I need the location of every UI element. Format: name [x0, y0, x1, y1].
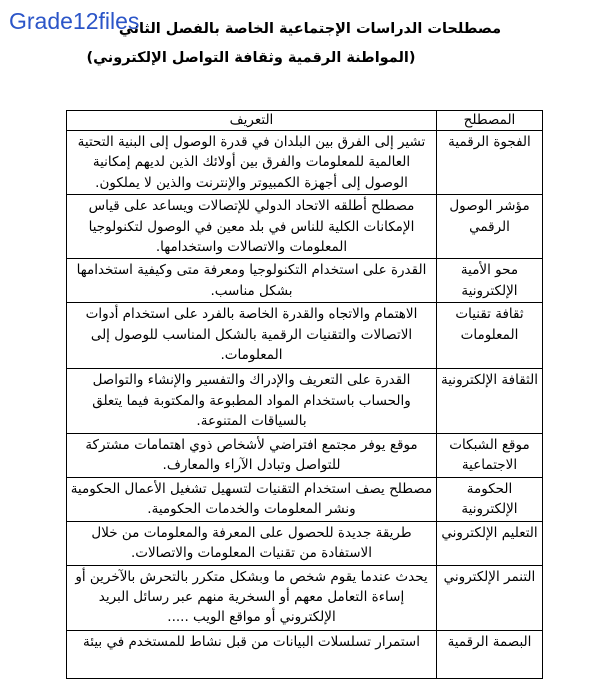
definition-cell: مصطلح أطلقه الاتحاد الدولي للإتصالات ويساعد على قياس الإمكانات الكلية للناس في بلد معين في الوصول لتكنولوجيا المعلومات والاتصالات واستخدامها. [67, 195, 437, 259]
term-cell: التنمر الإلكتروني [437, 565, 543, 630]
table-row [67, 259, 543, 303]
definition-cell: استمرار تسلسلات البيانات من قبل نشاط للمستخدم في بيئة [67, 630, 437, 678]
terms-definitions-table [66, 110, 543, 679]
table-row [67, 521, 543, 565]
definition-cell: مصطلح يصف استخدام التقنيات لتسهيل تشغيل الأعمال الحكومية ونشر المعلومات والخدمات الحكومية. [67, 477, 437, 521]
table-body [67, 131, 543, 679]
term-cell: البصمة الرقمية [437, 630, 543, 678]
term-cell: الحكومة الإلكترونية [437, 477, 543, 521]
term-cell: الثقافة الإلكترونية [437, 369, 543, 433]
table-row [67, 369, 543, 433]
term-column-header: المصطلح [437, 111, 543, 131]
term-cell: مؤشر الوصول الرقمي [437, 195, 543, 259]
term-cell: ثقافة تقنيات المعلومات [437, 303, 543, 369]
document-title: مصطلحات الدراسات الإجتماعية الخاصة بالفصل الثاني [118, 21, 502, 37]
definition-column-header: التعريف [67, 111, 437, 131]
definition-cell: القدرة على التعريف والإدراك والتفسير والإنشاء والتواصل والحساب باستخدام المواد المطبوعة والمكتوبة فيما يتعلق بالسياقات المتنوعة. [67, 369, 437, 433]
term-cell: موقع الشبكات الاجتماعية [437, 433, 543, 477]
table-header-row [67, 111, 543, 131]
definition-cell: الاهتمام والاتجاه والقدرة الخاصة بالفرد على استخدام أدوات الاتصالات والتقنيات الرقمية بالشكل المناسب للوصول إلى المعلومات. [67, 303, 437, 369]
term-cell: التعليم الإلكتروني [437, 521, 543, 565]
document-subtitle: (المواطنة الرقمية وثقافة التواصل الإلكتروني) [86, 50, 416, 66]
definition-cell: طريقة جديدة للحصول على المعرفة والمعلومات من خلال الاستفادة من تقنيات المعلومات والاتصالات. [67, 521, 437, 565]
grade12files-logo: Grade12files [9, 8, 140, 34]
table-row [67, 303, 543, 369]
definition-cell: موقع يوفر مجتمع افتراضي لأشخاص ذوي اهتمامات مشتركة للتواصل وتبادل الآراء والمعارف. [67, 433, 437, 477]
definition-cell: يحدث عندما يقوم شخص ما وبشكل متكرر بالتحرش بالآخرين أو إساءة التعامل معهم أو السخرية منهم عبر رسائل البريد الإلكتروني أو مواقع الويب ..... [67, 565, 437, 630]
table-row [67, 131, 543, 195]
table-row [67, 433, 543, 477]
table-row [67, 565, 543, 630]
table-row [67, 630, 543, 678]
definition-cell: تشير إلى الفرق بين البلدان في قدرة الوصول إلى البنية التحتية العالمية للمعلومات والفرق بين أولائك الذين لديهم إمكانية الوصول إلى أجهزة الكمبيوتر والإنترنت والذين لا يملكون. [67, 131, 437, 195]
table-row [67, 195, 543, 259]
term-cell: الفجوة الرقمية [437, 131, 543, 195]
term-cell: محو الأمية الإلكترونية [437, 259, 543, 303]
table-row [67, 477, 543, 521]
definition-cell: القدرة على استخدام التكنولوجيا ومعرفة متى وكيفية استخدامها بشكل مناسب. [67, 259, 437, 303]
